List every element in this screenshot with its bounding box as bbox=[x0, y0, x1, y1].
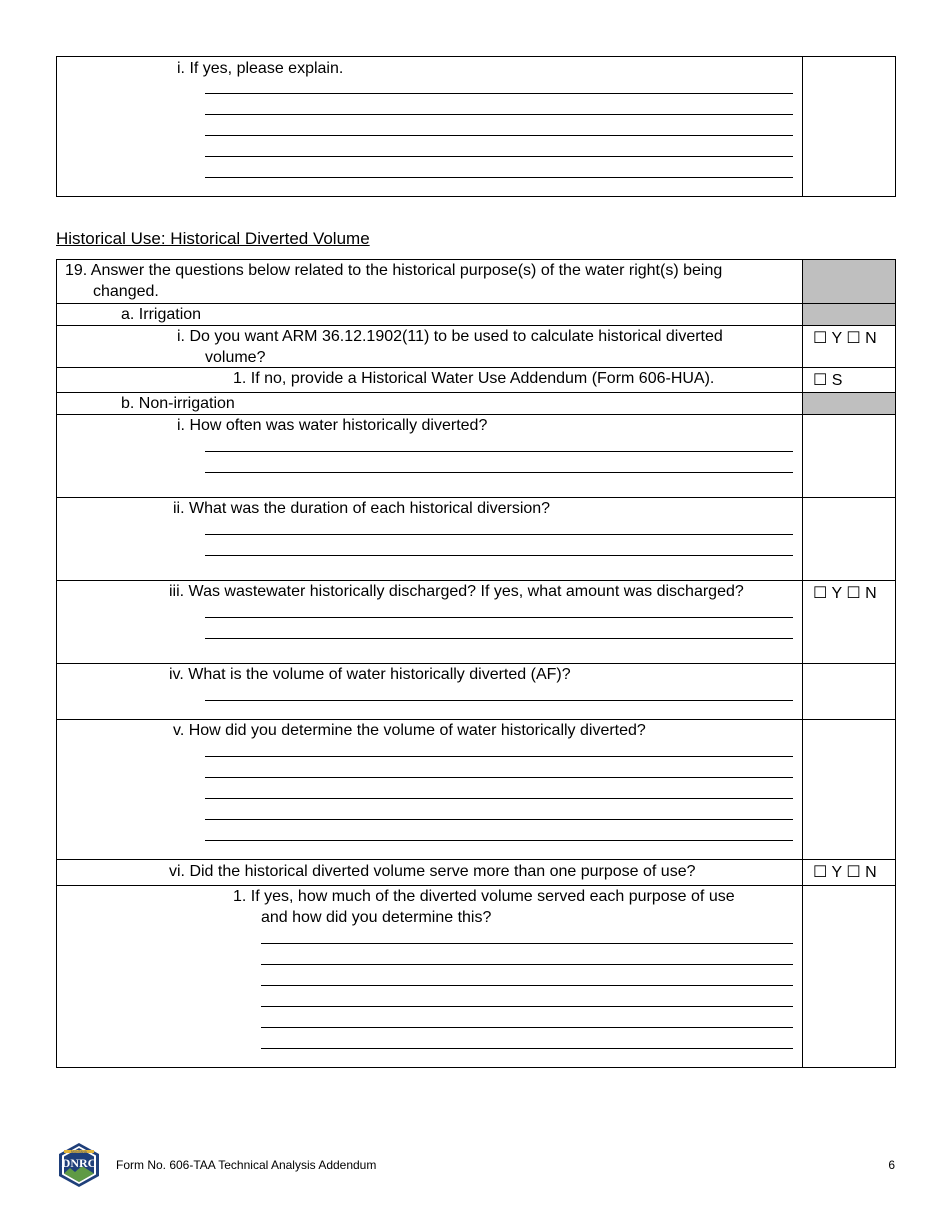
yes-no-checkboxes[interactable]: ☐ Y ☐ N bbox=[813, 330, 877, 347]
non-irrigation-cell bbox=[57, 393, 803, 415]
answer-line[interactable] bbox=[261, 1048, 793, 1049]
answer-line[interactable] bbox=[205, 93, 793, 94]
determine-volume-cell bbox=[57, 720, 803, 860]
purpose-breakdown-cell bbox=[57, 886, 803, 1068]
arm-question-line1: i. Do you want ARM 36.12.1902(11) to be used to calculate historical diverted bbox=[177, 328, 723, 345]
answer-line[interactable] bbox=[205, 798, 793, 799]
multiple-purpose-answer-cell bbox=[803, 860, 896, 886]
arm-question-line2: volume? bbox=[205, 349, 266, 366]
determine-volume-question: v. How did you determine the volume of water historically diverted? bbox=[173, 722, 646, 739]
multiple-purpose-cell bbox=[57, 860, 803, 886]
answer-cell bbox=[803, 498, 896, 581]
wastewater-question: iii. Was wastewater historically discharged? If yes, what amount was discharged? bbox=[169, 583, 744, 600]
shaded-cell bbox=[803, 393, 896, 415]
hua-answer-cell bbox=[803, 368, 896, 393]
volume-question: iv. What is the volume of water historically diverted (AF)? bbox=[169, 666, 571, 683]
duration-question: ii. What was the duration of each historical diversion? bbox=[173, 500, 551, 517]
answer-line[interactable] bbox=[205, 177, 793, 178]
yes-no-checkboxes[interactable]: ☐ Y ☐ N bbox=[813, 585, 877, 602]
answer-line[interactable] bbox=[205, 114, 793, 115]
purpose-breakdown-line1: 1. If yes, how much of the diverted volume served each purpose of use bbox=[233, 888, 735, 905]
answer-line[interactable] bbox=[205, 472, 793, 473]
answer-cell bbox=[803, 664, 896, 720]
answer-line[interactable] bbox=[205, 638, 793, 639]
arm-question-cell bbox=[57, 326, 803, 368]
answer-cell bbox=[803, 57, 896, 197]
answer-line[interactable] bbox=[205, 756, 793, 757]
irrigation-label: a. Irrigation bbox=[121, 306, 202, 323]
section-heading: Historical Use: Historical Diverted Volume bbox=[56, 229, 370, 248]
non-irrigation-label: b. Non-irrigation bbox=[121, 395, 235, 412]
answer-line[interactable] bbox=[261, 1006, 793, 1007]
explain-question: i. If yes, please explain. bbox=[177, 60, 344, 77]
explain-question-cell bbox=[57, 57, 803, 197]
volume-cell bbox=[57, 664, 803, 720]
page-footer bbox=[56, 1142, 895, 1188]
page-number: 6 bbox=[888, 1158, 895, 1172]
answer-line[interactable] bbox=[205, 819, 793, 820]
answer-line[interactable] bbox=[261, 985, 793, 986]
irrigation-cell bbox=[57, 304, 803, 326]
how-often-question: i. How often was water historically diverted? bbox=[177, 417, 488, 434]
shaded-cell bbox=[803, 304, 896, 326]
answer-line[interactable] bbox=[205, 617, 793, 618]
answer-line[interactable] bbox=[205, 135, 793, 136]
arm-answer-cell bbox=[803, 326, 896, 368]
answer-line[interactable] bbox=[205, 534, 793, 535]
question-19-table bbox=[56, 259, 896, 1068]
answer-cell bbox=[803, 415, 896, 498]
answer-line[interactable] bbox=[205, 555, 793, 556]
answer-cell bbox=[803, 886, 896, 1068]
answer-line[interactable] bbox=[261, 943, 793, 944]
answer-line[interactable] bbox=[261, 1027, 793, 1028]
how-often-cell bbox=[57, 415, 803, 498]
wastewater-answer-cell bbox=[803, 581, 896, 664]
q19-text-line2: changed. bbox=[93, 283, 159, 300]
hua-cell bbox=[57, 368, 803, 393]
dnrc-logo-icon bbox=[56, 1142, 102, 1188]
answer-line[interactable] bbox=[261, 964, 793, 965]
multiple-purpose-question: vi. Did the historical diverted volume serve more than one purpose of use? bbox=[169, 863, 696, 880]
submitted-checkbox[interactable]: ☐ S bbox=[813, 372, 843, 389]
shaded-cell bbox=[803, 260, 896, 304]
duration-cell bbox=[57, 498, 803, 581]
yes-no-checkboxes[interactable]: ☐ Y ☐ N bbox=[813, 864, 877, 881]
explain-table bbox=[56, 56, 896, 197]
answer-line[interactable] bbox=[205, 700, 793, 701]
answer-line[interactable] bbox=[205, 840, 793, 841]
answer-line[interactable] bbox=[205, 777, 793, 778]
logo-text-top: MONTANA bbox=[71, 1150, 87, 1154]
purpose-breakdown-line2: and how did you determine this? bbox=[261, 909, 492, 926]
hua-instruction: 1. If no, provide a Historical Water Use Addendum (Form 606-HUA). bbox=[233, 370, 715, 387]
answer-line[interactable] bbox=[205, 156, 793, 157]
q19-text-line1: 19. Answer the questions below related to the historical purpose(s) of the water right(s) being bbox=[65, 262, 723, 279]
q19-cell bbox=[57, 260, 803, 304]
wastewater-cell bbox=[57, 581, 803, 664]
answer-line[interactable] bbox=[205, 451, 793, 452]
logo-text: DNRC bbox=[61, 1156, 97, 1170]
answer-cell bbox=[803, 720, 896, 860]
form-number-label: Form No. 606-TAA Technical Analysis Addendum bbox=[116, 1158, 377, 1172]
